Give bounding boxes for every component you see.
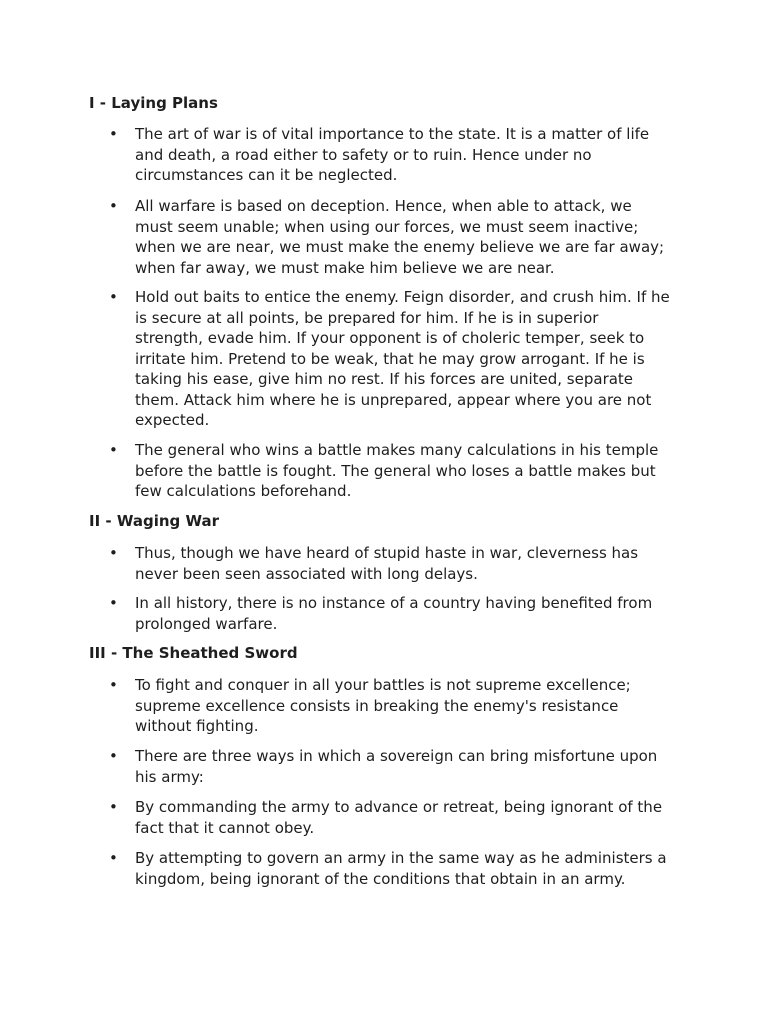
list-item-text [135,675,695,737]
list-item-text [135,124,695,186]
text-line: circumstances can it be neglected. [135,166,398,184]
list-item-text [135,196,695,278]
text-line: them. Attack him where he is unprepared, appear where you are not [135,390,652,409]
text-line: without fighting. [135,717,259,735]
text-line: By attempting to govern an army in the same way as he administers a [135,849,667,867]
text-line: Thus, though we have heard of stupid haste in war, cleverness has [135,544,639,562]
text-line: The general who wins a battle makes many calculations in his temple [135,441,659,459]
text-line: The art of war is of vital importance to the state. It is a matter of life [135,125,650,143]
text-line: before the battle is fought. The general who loses a battle makes but [135,461,656,480]
list-item-text [135,543,695,584]
list-item-text [135,746,695,787]
list-item-text [135,797,695,838]
text-line: fact that it cannot obey. [135,818,315,837]
text-line: strength, evade him. If your opponent is of choleric temper, seek to [135,329,645,347]
section-heading: III - The Sheathed Sword [89,644,298,662]
text-line: taking his ease, give him no rest. If his forces are united, separate [135,370,634,388]
bullet-icon: • [109,197,118,215]
bullet-icon: • [109,288,118,306]
text-line: All warfare is based on deception. Hence, when able to attack, we [135,197,632,215]
text-line: Hold out baits to entice the enemy. Feign disorder, and crush him. If he [135,288,670,306]
text-line: irritate him. Pretend to be weak, that he may grow arrogant. If he is [135,349,645,368]
bullet-icon: • [109,594,118,612]
list-item-text [135,848,695,889]
list-item-text [135,440,695,502]
text-line: supreme excellence consists in breaking the enemy's resistance [135,696,619,715]
text-line: when far away, we must make him believe we are near. [135,258,555,277]
text-line: never been seen associated with long delays. [135,564,478,583]
text-line: There are three ways in which a sovereign can bring misfortune upon [135,747,658,765]
text-line: must seem unable; when using our forces, we must seem inactive; [135,217,639,236]
text-line: In all history, there is no instance of a country having benefited from [135,594,653,612]
text-line: kingdom, being ignorant of the conditions that obtain in an army. [135,869,626,888]
text-line: is secure at all points, be prepared for him. If he is in superior [135,308,599,327]
bullet-icon: • [109,747,118,765]
bullet-icon: • [109,441,118,459]
text-line: and death, a road either to safety or to ruin. Hence under no [135,145,592,164]
text-line: when we are near, we must make the enemy believe we are far away; [135,238,665,256]
section-heading: II - Waging War [89,512,220,530]
section-heading: I - Laying Plans [89,94,218,112]
list-item-text [135,593,695,634]
bullet-icon: • [109,125,118,143]
text-line: prolonged warfare. [135,614,278,633]
text-line: his army: [135,767,204,786]
bullet-icon: • [109,676,118,694]
list-item-text [135,287,695,431]
text-line: To fight and conquer in all your battles is not supreme excellence; [135,676,631,694]
bullet-icon: • [109,798,118,816]
bullet-icon: • [109,544,118,562]
text-line: expected. [135,411,210,429]
text-line: few calculations beforehand. [135,482,352,500]
text-line: By commanding the army to advance or retreat, being ignorant of the [135,798,663,816]
bullet-icon: • [109,849,118,867]
